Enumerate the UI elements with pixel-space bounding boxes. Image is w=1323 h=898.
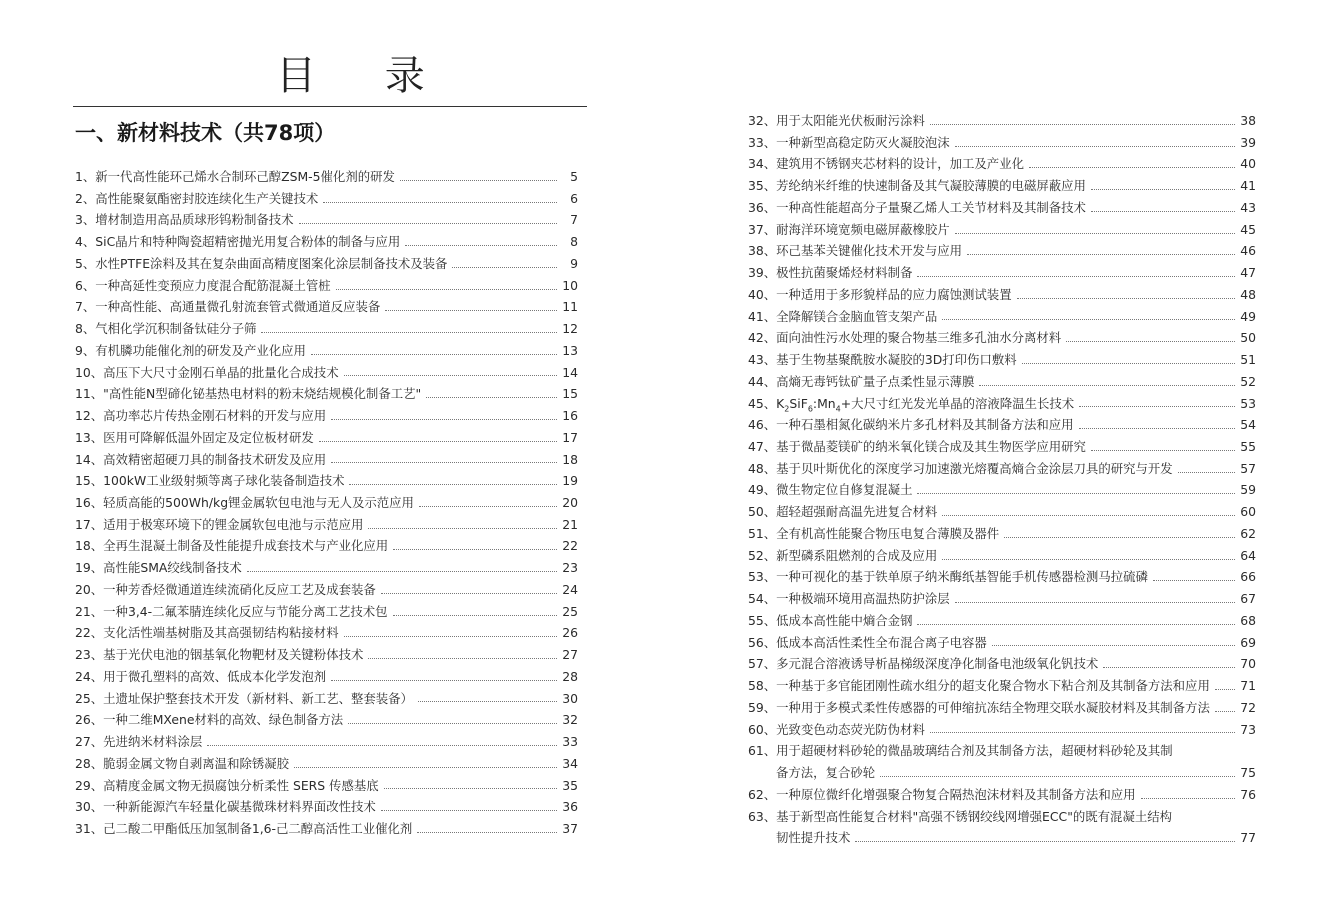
toc-entry-page: 40 <box>1240 156 1256 172</box>
leader-dots <box>319 440 557 442</box>
toc-entry-title: 63、基于新型高性能复合材料"高强不锈钢绞线网增强ECC"的既有混凝土结构 <box>748 808 1173 824</box>
toc-entry-title: 24、用于微孔塑料的高效、低成本化学发泡剂 <box>75 668 327 684</box>
toc-entry-title: 19、高性能SMA绞线制备技术 <box>75 560 242 576</box>
leader-dots <box>385 309 557 311</box>
section-heading: 一、新材料技术（共78项） <box>75 121 336 145</box>
toc-entry-page: 12 <box>562 321 578 337</box>
toc-entry[interactable] <box>75 557 578 579</box>
toc-entry-page: 62 <box>1240 525 1256 541</box>
leader-dots <box>967 253 1235 255</box>
toc-entry-page: 26 <box>562 625 578 641</box>
toc-entry-page: 52 <box>1240 373 1256 389</box>
toc-entry[interactable] <box>75 753 578 775</box>
toc-entry-title: 52、新型磷系阻燃剂的合成及应用 <box>748 547 938 563</box>
toc-entry-title: 7、一种高性能、高通量微孔射流套管式微通道反应装备 <box>75 299 381 315</box>
toc-entry[interactable] <box>75 231 578 253</box>
leader-dots <box>942 558 1235 560</box>
toc-entry-title: 29、高精度金属文物无损腐蚀分析柔性 SERS 传感基底 <box>75 777 379 793</box>
toc-entry-page: 17 <box>562 429 578 445</box>
toc-entry[interactable] <box>75 296 578 318</box>
leader-dots <box>955 601 1235 603</box>
leader-dots <box>331 461 557 463</box>
toc-entry[interactable] <box>748 414 1256 436</box>
toc-entry-page: 70 <box>1240 656 1256 672</box>
toc-entry-title: 43、基于生物基聚酰胺水凝胶的3D打印伤口敷料 <box>748 352 1017 368</box>
toc-entry-page: 11 <box>562 299 578 315</box>
leader-dots <box>294 766 557 768</box>
toc-entry-page: 60 <box>1240 504 1256 520</box>
toc-entry-title: 10、高压下大尺寸金刚石单晶的批量化合成技术 <box>75 364 339 380</box>
title-divider <box>73 106 587 107</box>
toc-entry[interactable] <box>748 458 1256 480</box>
leader-dots <box>247 570 557 572</box>
toc-entry-title: 57、多元混合溶液诱导析晶梯级深度净化制备电池级氧化钒技术 <box>748 656 1099 672</box>
leader-dots <box>393 548 557 550</box>
toc-entry[interactable] <box>748 545 1256 567</box>
toc-entry-page: 45 <box>1240 221 1256 237</box>
toc-entry[interactable] <box>748 653 1256 675</box>
toc-entry-title: 47、基于微晶菱镁矿的纳米氧化镁合成及其生物医学应用研究 <box>748 439 1086 455</box>
toc-entry-page: 41 <box>1240 178 1256 194</box>
toc-entry[interactable] <box>75 709 578 731</box>
leader-dots <box>917 492 1235 494</box>
toc-entry-title: 46、一种石墨相氮化碳纳米片多孔材料及其制备方法和应用 <box>748 417 1074 433</box>
toc-entry[interactable] <box>75 492 578 514</box>
leader-dots <box>855 840 1235 842</box>
toc-entry-page: 34 <box>562 755 578 771</box>
toc-entry-title: 62、一种原位微纤化增强聚合物复合隔热泡沫材料及其制备方法和应用 <box>748 786 1136 802</box>
leader-dots <box>1066 340 1235 342</box>
toc-entry-title: 27、先进纳米材料涂层 <box>75 734 203 750</box>
toc-entry-page: 10 <box>562 277 578 293</box>
leader-dots <box>368 657 557 659</box>
toc-entry-title: 54、一种极端环境用高温热防护涂层 <box>748 591 950 607</box>
leader-dots <box>417 831 557 833</box>
toc-entry-page: 43 <box>1240 199 1256 215</box>
toc-entry[interactable] <box>75 209 578 231</box>
toc-entry[interactable] <box>748 501 1256 523</box>
toc-entry-title: 60、光致变色动态荧光防伪材料 <box>748 721 925 737</box>
toc-entry-page: 37 <box>562 821 578 837</box>
toc-entry-page: 14 <box>562 364 578 380</box>
toc-entry-title: 2、高性能聚氨酯密封胶连续化生产关键技术 <box>75 190 319 206</box>
toc-entry[interactable] <box>748 806 1256 828</box>
toc-entry[interactable] <box>75 579 578 601</box>
toc-entry-page: 6 <box>570 190 578 206</box>
toc-entry-title: 42、面向油性污水处理的聚合物基三维多孔油水分离材料 <box>748 330 1062 346</box>
toc-entry-page: 76 <box>1240 786 1256 802</box>
toc-entry-title: 37、耐海洋环境宽频电磁屏蔽橡胶片 <box>748 221 950 237</box>
toc-entry[interactable] <box>748 675 1256 697</box>
leader-dots <box>1141 797 1236 799</box>
toc-entry-page: 72 <box>1240 699 1256 715</box>
toc-left-column <box>75 166 578 840</box>
leader-dots <box>426 396 557 398</box>
leader-dots <box>1029 166 1235 168</box>
leader-dots <box>452 266 557 268</box>
toc-entry-page: 59 <box>1240 482 1256 498</box>
toc-entry-title: 9、有机膦功能催化剂的研发及产业化应用 <box>75 342 306 358</box>
toc-entry[interactable] <box>748 784 1256 806</box>
toc-entry[interactable] <box>75 688 578 710</box>
toc-entry-title: 45、$K_2SiF_6:Mn_4+$大尺寸红光发光单晶的溶液降温生长技术 <box>748 395 1075 414</box>
toc-entry[interactable] <box>75 405 578 427</box>
toc-entry-title: 8、气相化学沉积制备钛硅分子筛 <box>75 321 257 337</box>
toc-entry[interactable] <box>748 132 1256 154</box>
toc-entry-page: 27 <box>562 647 578 663</box>
toc-entry-title: 53、一种可视化的基于铁单原子纳米酶纸基智能手机传感器检测马拉硫磷 <box>748 569 1148 585</box>
toc-entry-page: 24 <box>562 581 578 597</box>
toc-entry-title: 1、新一代高性能环己烯水合制环己醇ZSM-5催化剂的研发 <box>75 169 395 184</box>
toc-entry-title: 6、一种高延性变预应力度混合配筋混凝土管桩 <box>75 277 331 293</box>
toc-entry-title: 16、轻质高能的500Wh/kg锂金属软包电池与无人及示范应用 <box>75 495 414 511</box>
toc-entry[interactable] <box>75 253 578 275</box>
leader-dots <box>992 644 1235 646</box>
toc-entry-page: 77 <box>1240 830 1256 846</box>
toc-entry-title: 39、极性抗菌聚烯烃材料制备 <box>748 265 913 281</box>
toc-entry-title: 55、低成本高性能中熵合金钢 <box>748 612 913 628</box>
toc-entry-title: 48、基于贝叶斯优化的深度学习加速激光熔覆高熵合金涂层刀具的研究与开发 <box>748 460 1173 476</box>
toc-entry-title: 41、全降解镁合金脑血管支架产品 <box>748 308 938 324</box>
leader-dots <box>336 288 557 290</box>
toc-entry-title: 23、基于光伏电池的铟基氧化物靶材及关键粉体技术 <box>75 647 364 663</box>
toc-entry-title: 58、一种基于多官能团刚性疏水组分的超支化聚合物水下粘合剂及其制备方法和应用 <box>748 678 1210 694</box>
leader-dots <box>381 592 557 594</box>
toc-entry-page: 22 <box>562 538 578 554</box>
leader-dots <box>311 353 557 355</box>
leader-dots <box>942 514 1235 516</box>
leader-dots <box>1079 427 1235 429</box>
toc-entry-page: 47 <box>1240 265 1256 281</box>
leader-dots <box>384 787 557 789</box>
toc-entry-page: 38 <box>1240 113 1256 128</box>
toc-entry[interactable] <box>75 427 578 449</box>
toc-entry-page: 30 <box>562 690 578 706</box>
toc-entry[interactable] <box>748 393 1256 415</box>
toc-entry-title: 21、一种3,4-二氟苯腈连续化反应与节能分离工艺技术包 <box>75 603 388 619</box>
toc-entry[interactable] <box>75 188 578 210</box>
toc-entry[interactable] <box>75 514 578 536</box>
toc-entry-page: 9 <box>570 255 578 271</box>
toc-entry[interactable] <box>75 818 578 840</box>
leader-dots <box>1103 666 1235 668</box>
toc-entry-title: 56、低成本高活性柔性全布混合离子电容器 <box>748 634 987 650</box>
toc-entry[interactable] <box>75 601 578 623</box>
leader-dots <box>207 744 557 746</box>
leader-dots <box>1091 188 1235 190</box>
toc-entry[interactable] <box>748 479 1256 501</box>
leader-dots <box>344 635 557 637</box>
toc-entry[interactable] <box>748 632 1256 654</box>
toc-entry-page: 57 <box>1240 460 1256 476</box>
toc-entry-page: 7 <box>570 212 578 228</box>
toc-entry-title: 4、SiC晶片和特种陶瓷超精密抛光用复合粉体的制备与应用 <box>75 234 401 250</box>
toc-entry-page: 51 <box>1240 352 1256 368</box>
toc-entry[interactable] <box>75 362 578 384</box>
toc-entry[interactable] <box>748 719 1256 741</box>
toc-entry-page: 46 <box>1240 243 1256 259</box>
toc-entry-page: 8 <box>570 234 578 250</box>
toc-entry[interactable] <box>75 644 578 666</box>
leader-dots <box>1004 536 1235 538</box>
toc-entry-page: 20 <box>562 495 578 511</box>
toc-entry[interactable] <box>748 284 1256 306</box>
toc-entry[interactable] <box>75 796 578 818</box>
leader-dots <box>261 331 557 333</box>
toc-entry-title: 备方法，复合砂轮 <box>776 765 876 781</box>
toc-entry[interactable] <box>748 740 1256 762</box>
toc-entry-page: 66 <box>1240 569 1256 585</box>
toc-entry[interactable] <box>75 340 578 362</box>
leader-dots <box>299 222 557 224</box>
leader-dots <box>331 418 557 420</box>
toc-right-column <box>748 110 1256 849</box>
toc-entry[interactable] <box>748 827 1256 849</box>
leader-dots <box>955 145 1235 147</box>
toc-entry-title: 28、脆弱金属文物自剥离温和除锈凝胶 <box>75 755 290 771</box>
leader-dots <box>1153 579 1235 581</box>
toc-entry-title: 26、一种二维MXene材料的高效、绿色制备方法 <box>75 712 344 728</box>
toc-entry-page: 15 <box>562 386 578 402</box>
toc-entry-title: 49、微生物定位自修复混凝土 <box>748 482 913 498</box>
toc-entry[interactable] <box>748 523 1256 545</box>
toc-entry-title: 50、超轻超强耐高温先进复合材料 <box>748 504 938 520</box>
leader-dots <box>1091 449 1235 451</box>
toc-entry[interactable] <box>75 166 578 188</box>
toc-entry-title: 5、水性PTFE涂料及其在复杂曲面高精度图案化涂层制备技术及装备 <box>75 255 448 271</box>
leader-dots <box>1017 297 1235 299</box>
toc-entry[interactable] <box>75 535 578 557</box>
toc-entry[interactable] <box>748 327 1256 349</box>
leader-dots <box>344 374 557 376</box>
toc-entry-title: 17、适用于极寒环境下的锂金属软包电池与示范应用 <box>75 516 364 532</box>
toc-entry[interactable] <box>748 371 1256 393</box>
leader-dots <box>1022 362 1235 364</box>
toc-entry-page: 48 <box>1240 286 1256 302</box>
leader-dots <box>955 232 1235 234</box>
toc-entry[interactable] <box>748 175 1256 197</box>
leader-dots <box>917 623 1235 625</box>
leader-dots <box>368 527 557 529</box>
toc-entry-page: 25 <box>562 603 578 619</box>
toc-entry[interactable] <box>75 622 578 644</box>
toc-entry-page: 5 <box>570 169 578 184</box>
leader-dots <box>348 722 557 724</box>
toc-entry-title: 51、全有机高性能聚合物压电复合薄膜及器件 <box>748 525 1000 541</box>
toc-entry-page: 50 <box>1240 330 1256 346</box>
toc-entry-title: 36、一种高性能超高分子量聚乙烯人工关节材料及其制备技术 <box>748 199 1086 215</box>
toc-entry-page: 69 <box>1240 634 1256 650</box>
toc-entry-page: 23 <box>562 560 578 576</box>
toc-entry-title: 3、增材制造用高品质球形钨粉制备技术 <box>75 212 294 228</box>
leader-dots <box>1178 471 1235 473</box>
toc-entry-page: 71 <box>1240 678 1256 694</box>
toc-entry-page: 28 <box>562 668 578 684</box>
toc-entry[interactable] <box>748 588 1256 610</box>
toc-entry[interactable] <box>748 762 1256 784</box>
leader-dots <box>979 384 1235 386</box>
toc-entry-page: 75 <box>1240 765 1256 781</box>
leader-dots <box>419 505 557 507</box>
toc-entry-page: 39 <box>1240 134 1256 150</box>
toc-entry-title: 13、医用可降解低温外固定及定位板材研发 <box>75 429 314 445</box>
toc-entry-title: 25、土遗址保护整套技术开发（新材料、新工艺、整套装备） <box>75 690 413 706</box>
toc-entry-title: 11、"高性能N型碲化铋基热电材料的粉末烧结规模化制备工艺" <box>75 386 422 402</box>
toc-entry-page: 64 <box>1240 547 1256 563</box>
leader-dots <box>405 244 557 246</box>
toc-entry[interactable] <box>75 449 578 471</box>
toc-entry-title: 22、支化活性端基树脂及其高强韧结构粘接材料 <box>75 625 339 641</box>
leader-dots <box>323 201 557 203</box>
toc-entry[interactable] <box>748 153 1256 175</box>
toc-entry-title: 59、一种用于多模式柔性传感器的可伸缩抗冻结全物理交联水凝胶材料及其制备方法 <box>748 699 1210 715</box>
leader-dots <box>1215 688 1235 690</box>
leader-dots <box>942 318 1235 320</box>
toc-entry-page: 19 <box>562 473 578 489</box>
toc-entry[interactable] <box>748 566 1256 588</box>
leader-dots <box>1215 710 1235 712</box>
toc-entry-page: 55 <box>1240 439 1256 455</box>
toc-entry-title: 30、一种新能源汽车轻量化碳基微珠材料界面改性技术 <box>75 799 376 815</box>
toc-entry-title: 韧性提升技术 <box>776 830 851 846</box>
leader-dots <box>393 614 557 616</box>
toc-entry-title: 14、高效精密超硬刀具的制备技术研发及应用 <box>75 451 327 467</box>
toc-entry-page: 13 <box>562 342 578 358</box>
toc-entry[interactable] <box>75 666 578 688</box>
toc-entry-title: 61、用于超硬材料砂轮的微晶玻璃结合剂及其制备方法，超硬材料砂轮及其制 <box>748 743 1173 759</box>
leader-dots <box>418 700 557 702</box>
toc-entry[interactable] <box>748 436 1256 458</box>
toc-entry[interactable] <box>748 349 1256 371</box>
toc-entry[interactable] <box>75 731 578 753</box>
toc-entry-title: 33、一种新型高稳定防灭火凝胶泡沫 <box>748 134 950 150</box>
toc-entry[interactable] <box>75 775 578 797</box>
toc-entry-page: 16 <box>562 408 578 424</box>
toc-entry[interactable] <box>748 219 1256 241</box>
toc-entry-page: 54 <box>1240 417 1256 433</box>
toc-entry-page: 35 <box>562 777 578 793</box>
toc-entry-page: 21 <box>562 516 578 532</box>
leader-dots <box>381 809 557 811</box>
toc-entry-page: 36 <box>562 799 578 815</box>
toc-entry-title: 38、环己基苯关键催化技术开发与应用 <box>748 243 963 259</box>
leader-dots <box>880 775 1235 777</box>
toc-entry-title: 12、高功率芯片传热金刚石材料的开发与应用 <box>75 408 327 424</box>
toc-entry-title: 20、一种芳香烃微通道连续流硝化反应工艺及成套装备 <box>75 581 376 597</box>
toc-entry-title: 34、建筑用不锈钢夹芯材料的设计，加工及产业化 <box>748 156 1024 172</box>
toc-entry-page: 49 <box>1240 308 1256 324</box>
toc-entry-title: 44、高熵无毒钙钛矿量子点柔性显示薄膜 <box>748 373 975 389</box>
toc-entry[interactable] <box>748 610 1256 632</box>
toc-entry-title: 31、己二酸二甲酯低压加氢制备1,6-己二醇高活性工业催化剂 <box>75 821 413 837</box>
toc-entry-page: 67 <box>1240 591 1256 607</box>
toc-entry-page: 32 <box>562 712 578 728</box>
toc-entry-title: 32、用于太阳能光伏板耐污涂料 <box>748 113 925 128</box>
toc-entry[interactable] <box>748 197 1256 219</box>
toc-entry-page: 68 <box>1240 612 1256 628</box>
leader-dots <box>917 275 1235 277</box>
toc-entry[interactable] <box>75 383 578 405</box>
toc-entry-page: 53 <box>1240 395 1256 411</box>
leader-dots <box>331 679 557 681</box>
leader-dots <box>930 731 1235 733</box>
toc-entry-title: 40、一种适用于多形貌样品的应力腐蚀测试装置 <box>748 286 1012 302</box>
leader-dots <box>1091 210 1235 212</box>
toc-entry[interactable] <box>748 240 1256 262</box>
toc-entry[interactable] <box>748 110 1256 132</box>
leader-dots <box>1079 405 1235 407</box>
toc-entry[interactable] <box>748 306 1256 328</box>
page-title: 目 录 <box>276 53 453 99</box>
toc-entry-title: 15、100kW工业级射频等离子球化装备制造技术 <box>75 473 345 489</box>
leader-dots <box>349 483 557 485</box>
toc-entry-page: 73 <box>1240 721 1256 737</box>
toc-entry[interactable] <box>748 697 1256 719</box>
toc-entry-page: 18 <box>562 451 578 467</box>
toc-entry-title: 35、芳纶纳米纤维的快速制备及其气凝胶薄膜的电磁屏蔽应用 <box>748 178 1086 194</box>
leader-dots <box>400 179 557 181</box>
toc-entry-title: 18、全再生混凝土制备及性能提升成套技术与产业化应用 <box>75 538 389 554</box>
toc-entry[interactable] <box>75 318 578 340</box>
toc-entry-page: 33 <box>562 734 578 750</box>
toc-entry[interactable] <box>75 470 578 492</box>
toc-entry[interactable] <box>75 275 578 297</box>
toc-entry[interactable] <box>748 262 1256 284</box>
leader-dots <box>930 123 1235 125</box>
